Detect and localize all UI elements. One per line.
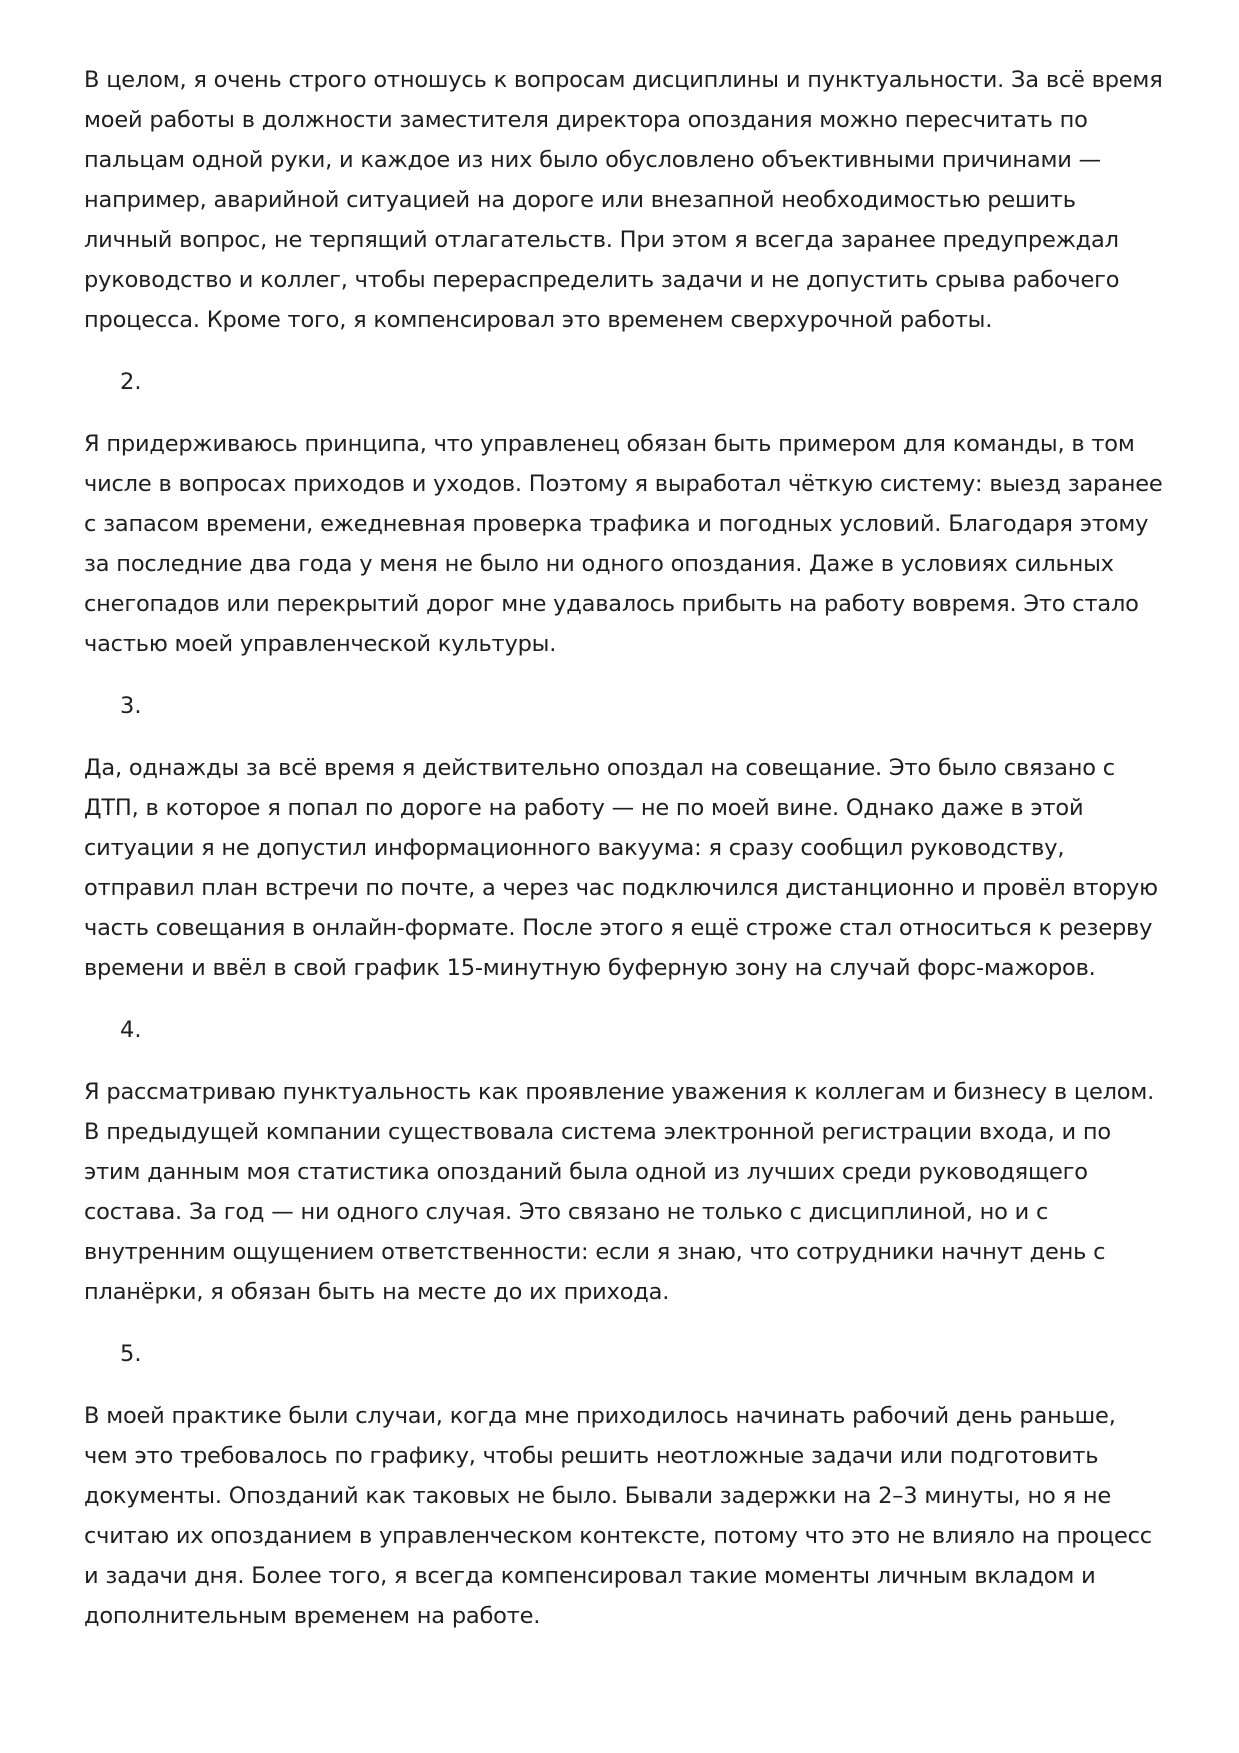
paragraph-3: Да, однажды за всё время я действительно опоздал на совещание. Это было связано с ДТП, в которое я попал по дороге на работу — не по моей вине. Однако даже в этой ситуации я не допустил информационного вакуума: я сразу сообщил руководству, отправил план встречи по почте, а через час подключился дистанционно и провёл вторую часть совещания в онлайн-формате. После этого я ещё строже стал относиться к резерву времени и ввёл в свой график 15-минутную буферную зону на случай форс-мажоров. — [84, 755, 1158, 981]
paragraph-1: В целом, я очень строго отношусь к вопросам дисциплины и пунктуальности. За всё время моей работы в должности заместителя директора опоздания можно пересчитать по пальцам одной руки, и каждое из них было обусловлено объективными причинами — например, аварийной ситуацией на дороге или внезапной необходимостью решить личный вопрос, не терпящий отлагательств. При этом я всегда заранее предупреждал руководство и коллег, чтобы перераспределить задачи и не допустить срыва рабочего процесса. Кроме того, я компенсировал это временем сверхурочной работы. — [84, 67, 1163, 333]
paragraph-4: Я рассматриваю пунктуальность как проявление уважения к коллегам и бизнесу в целом. В предыдущей компании существовала система электронной регистрации входа, и по этим данным моя статистика опозданий была одной из лучших среди руководящего состава. За год — ни одного случая. Это связано не только с дисциплиной, но и с внутренним ощущением ответственности: если я знаю, что сотрудники начнут день с планёрки, я обязан быть на месте до их прихода. — [84, 1079, 1155, 1305]
paragraph-5: В моей практике были случаи, когда мне приходилось начинать рабочий день раньше, чем это требовалось по графику, чтобы решить неотложные задачи или подготовить документы. Опозданий как таковых не было. Бывали задержки на 2–3 минуты, но я не считаю их опозданием в управленческом контексте, потому что это не влияло на процесс и задачи дня. Более того, я всегда компенсировал такие моменты личным вкладом и дополнительным временем на работе. — [84, 1403, 1152, 1629]
paragraph-2: Я придерживаюсь принципа, что управленец обязан быть примером для команды, в том числе в вопросах приходов и уходов. Поэтому я выработал чёткую систему: выезд заранее с запасом времени, ежедневная проверка трафика и погодных условий. Благодаря этому за последние два года у меня не было ни одного опоздания. Даже в условиях сильных снегопадов или перекрытий дорог мне удавалось прибыть на работу вовремя. Это стало частью моей управленческой культуры. — [84, 431, 1163, 657]
list-number-5: 5. — [120, 1341, 142, 1367]
list-number-3: 3. — [120, 693, 142, 719]
list-number-2: 2. — [120, 369, 142, 395]
document-page — [84, 60, 1164, 1658]
list-number-4: 4. — [120, 1017, 142, 1043]
